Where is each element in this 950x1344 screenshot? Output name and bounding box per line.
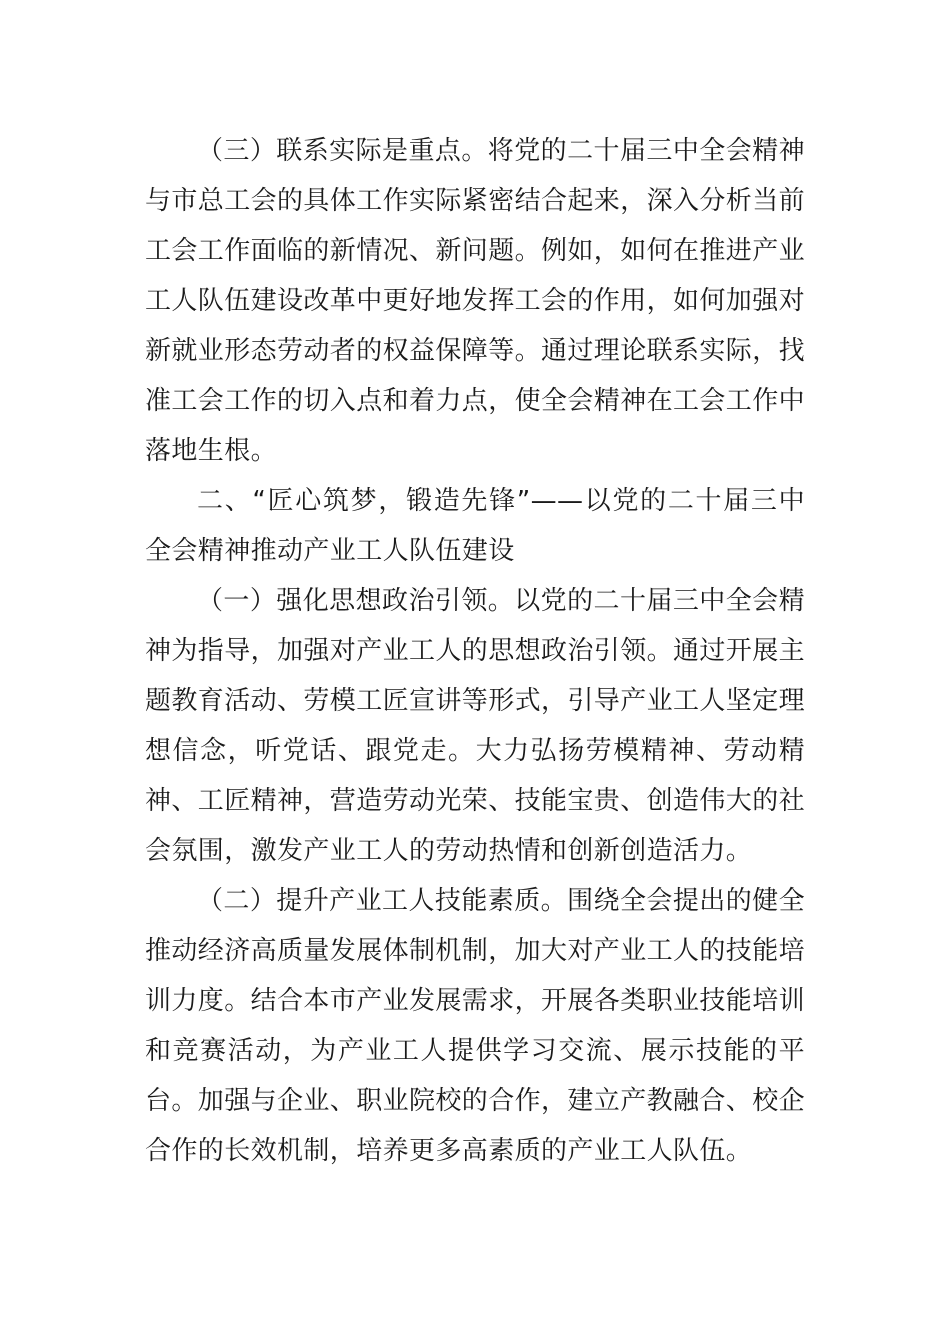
paragraph-section-3-link-practice: （三）联系实际是重点。将党的二十届三中全会精神与市总工会的具体工作实际紧密结合起来，深入分析当前工会工作面临的新情况、新问题。例如，如何在推进产业工人队伍建设改革中更好地发挥工会的作用，如何加强对新就业形态劳动者的权益保障等。通过理论联系实际，找准工会工作的切入点和着力点，使全会精神在工会工作中落地生根。 bbox=[145, 136, 806, 466]
paragraph-section-2-skill-improvement: （二）提升产业工人技能素质。围绕全会提出的健全推动经济高质量发展体制机制，加大对产业工人的技能培训力度。结合本市产业发展需求，开展各类职业技能培训和竞赛活动，为产业工人提供学习交流、展示技能的平台。加强与企业、职业院校的合作，建立产教融合、校企合作的长效机制，培养更多高素质的产业工人队伍。 bbox=[145, 886, 806, 1166]
section-heading-two: 二、“匠心筑梦，锻造先锋”——以党的二十届三中全会精神推动产业工人队伍建设 bbox=[145, 486, 805, 566]
paragraph-section-1-political-guidance: （一）强化思想政治引领。以党的二十届三中全会精神为指导，加强对产业工人的思想政治引领。通过开展主题教育活动、劳模工匠宣讲等形式，引导产业工人坚定理想信念，听党话、跟党走。大力弘扬劳模精神、劳动精神、工匠精神，营造劳动光荣、技能宝贵、创造伟大的社会氛围，激发产业工人的劳动热情和创新创造活力。 bbox=[145, 586, 806, 866]
document-body bbox=[145, 126, 805, 1176]
